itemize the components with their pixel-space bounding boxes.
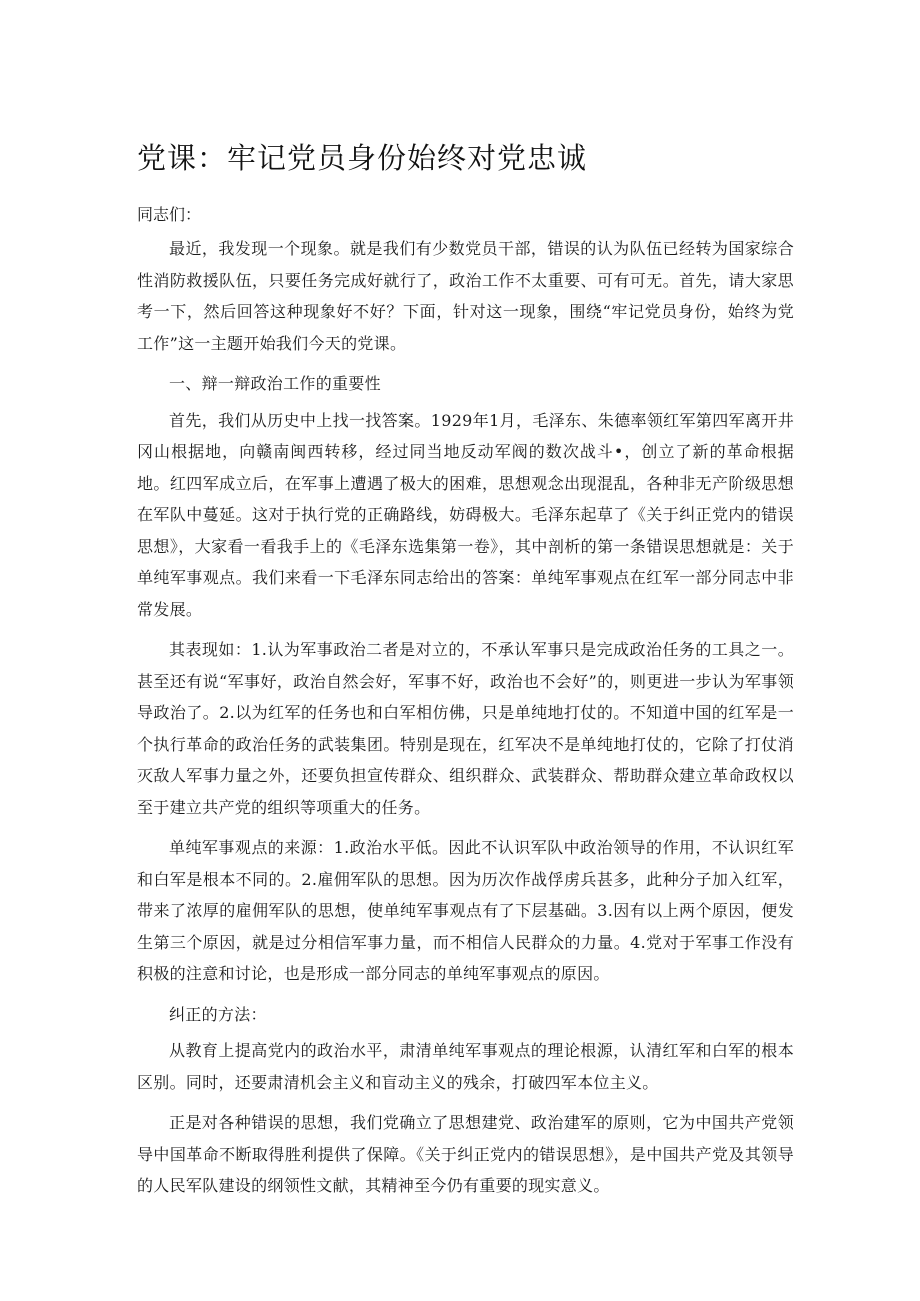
salutation: 同志们： bbox=[137, 205, 202, 224]
paragraph-conclusion: 正是对各种错误的思想，我们党确立了思想建党、政治建军的原则，它为中国共产党领导中国革命不断取得胜利提供了保障。《关于纠正党内的错误思想》，是中国共产党及其领导的人民军队建设的纲领性文献，其精神至今仍有重要的现实意义。 bbox=[137, 1113, 794, 1195]
paragraph-manifestations: 其表现如：1.认为军事政治二者是对立的，不承认军事只是完成政治任务的工具之一。甚至还有说“军事好，政治自然会好，军事不好，政治也不会好”的，则更进一步认为军事领导政治了。2.以为红军的任务也和白军相仿佛，只是单纯地打仗的。不知道中国的红军是一个执行革命的政治任务的武装集团。特别是现在，红军决不是单纯地打仗的，它除了打仗消灭敌人军事力量之外，还要负担宣传群众、组织群众、武装群众、帮助群众建立革命政权以至于建立共产党的组织等项重大的任务。 bbox=[137, 640, 794, 817]
document-body bbox=[137, 233, 794, 1211]
paragraph-intro: 最近，我发现一个现象。就是我们有少数党员干部，错误的认为队伍已经转为国家综合性消防救援队伍，只要任务完成好就行了，政治工作不太重要、可有可无。首先，请大家思考一下，然后回答这种现象好不好？下面，针对这一现象，围绕“牢记党员身份，始终为党工作”这一主题开始我们今天的党课。 bbox=[137, 239, 794, 353]
paragraph-sources: 单纯军事观点的来源：1.政治水平低。因此不认识军队中政治领导的作用，不认识红军和白军是根本不同的。2.雇佣军队的思想。因为历次作战俘虏兵甚多，此种分子加入红军，带来了浓厚的雇佣军队的思想，使单纯军事观点有了下层基础。3.因有以上两个原因，便发生第三个原因，就是过分相信军事力量，而不相信人民群众的力量。4.党对于军事工作没有积极的注意和讨论，也是形成一部分同志的单纯军事观点的原因。 bbox=[137, 838, 794, 983]
section-heading-1: 一、辩一辩政治工作的重要性 bbox=[169, 374, 381, 393]
paragraph-correction-heading: 纠正的方法： bbox=[169, 1004, 267, 1024]
paragraph-correction: 从教育上提高党内的政治水平，肃清单纯军事观点的理论根源，认清红军和白军的根本区别。同时，还要肃清机会主义和盲动主义的残余，打破四军本位主义。 bbox=[137, 1041, 794, 1092]
paragraph-history: 首先，我们从历史中上找一找答案。1929年1月，毛泽东、朱德率领红军第四军离开井冈山根据地，向赣南闽西转移，经过同当地反动军阀的数次战斗•，创立了新的革命根据地。红四军成立后，在军事上遭遇了极大的困难，思想观念出现混乱，各种非无产阶级思想在军队中蔓延。这对于执行党的正确路线，妨碍极大。毛泽东起草了《关于纠正党内的错误思想》，大家看一看我手上的《毛泽东选集第一卷》，其中剖析的第一条错误思想就是：关于单纯军事观点。我们来看一下毛泽东同志给出的答案：单纯军事观点在红军一部分同志中非常发展。 bbox=[137, 410, 794, 619]
document-title: 党课：牢记党员身份始终对党忠诚 bbox=[137, 141, 588, 175]
